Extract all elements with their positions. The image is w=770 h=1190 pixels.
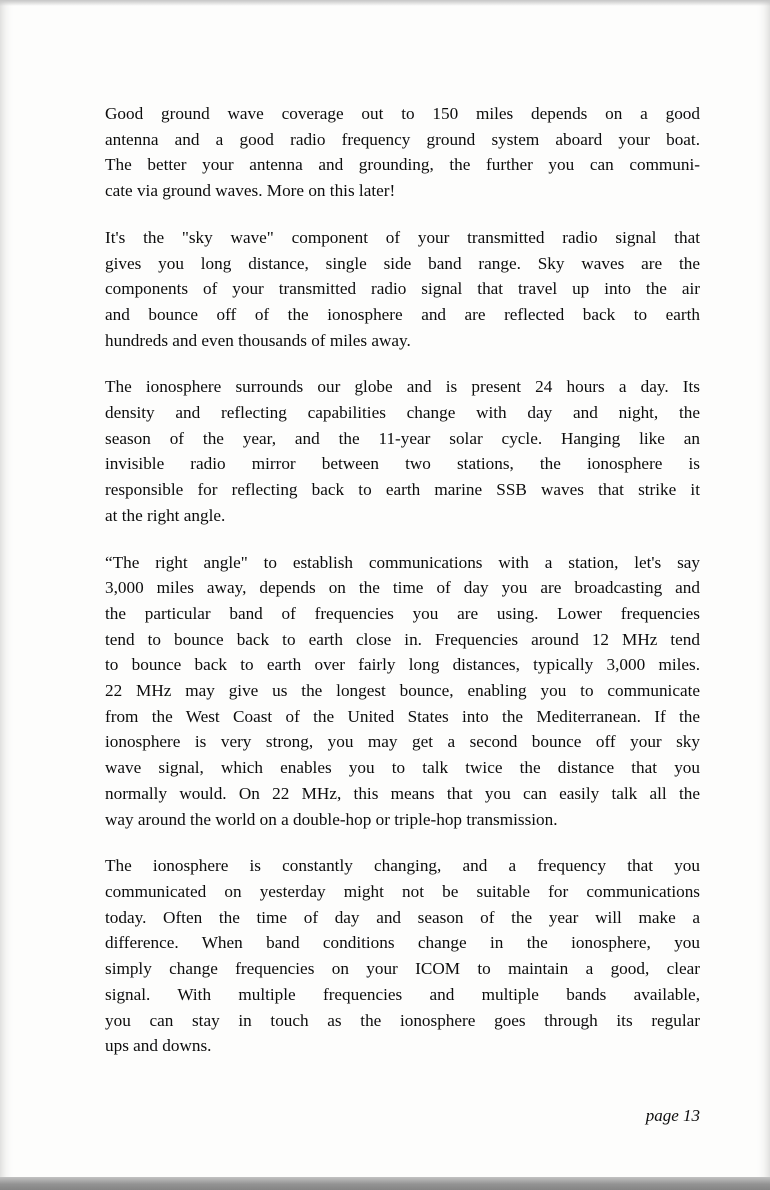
text-line: 22 MHz may give us the longest bounce, enabling you to communicate (105, 681, 700, 701)
text-line: season of the year, and the 11-year solar cycle. Hanging like an (105, 428, 700, 448)
text-line: cate via ground waves. More on this later! (105, 181, 396, 201)
text-line: responsible for reflecting back to earth marine SSB waves that strike it (105, 480, 700, 500)
text-line: The ionosphere is constantly changing, and a frequency that you (105, 856, 700, 876)
text-line: wave signal, which enables you to talk twice the distance that you (105, 758, 700, 778)
text-line: hundreds and even thousands of miles away. (105, 330, 411, 350)
text-line: normally would. On 22 MHz, this means that you can easily talk all the (105, 783, 700, 803)
text-line: components of your transmitted radio signal that travel up into the air (105, 279, 700, 299)
paragraph-2 (105, 225, 700, 354)
paragraph-4 (105, 550, 700, 833)
paragraph-5 (105, 853, 700, 1059)
text-line: antenna and a good radio frequency ground system aboard your boat. (105, 129, 700, 149)
paragraph-1 (105, 101, 700, 204)
text-line: density and reflecting capabilities change with day and night, the (105, 403, 700, 423)
text-line: and bounce off of the ionosphere and are reflected back to earth (105, 304, 700, 324)
text-line: tend to bounce back to earth close in. Frequencies around 12 MHz tend (105, 629, 700, 649)
text-line: invisible radio mirror between two stations, the ionosphere is (105, 454, 700, 474)
text-line: at the right angle. (105, 505, 226, 525)
text-line: way around the world on a double-hop or triple-hop transmission. (105, 809, 558, 829)
page-number: page 13 (645, 1106, 700, 1125)
text-line: The better your antenna and grounding, the further you can communi- (105, 155, 700, 175)
text-line: communicated on yesterday might not be suitable for communications (105, 881, 700, 901)
text-line: to bounce back to earth over fairly long distances, typically 3,000 miles. (105, 655, 700, 675)
text-line: signal. With multiple frequencies and multiple bands available, (105, 984, 700, 1004)
text-line: The ionosphere surrounds our globe and is present 24 hours a day. Its (105, 377, 700, 397)
text-line: ionosphere is very strong, you may get a second bounce off your sky (105, 732, 700, 752)
text-line: gives you long distance, single side band range. Sky waves are the (105, 253, 700, 273)
text-line: simply change frequencies on your ICOM to maintain a good, clear (105, 959, 700, 979)
text-line: “The right angle" to establish communications with a station, let's say (105, 552, 700, 572)
text-line: today. Often the time of day and season of the year will make a (105, 907, 700, 927)
text-line: It's the "sky wave" component of your transmitted radio signal that (105, 227, 700, 247)
text-line: 3,000 miles away, depends on the time of day you are broadcasting and (105, 578, 700, 598)
text-line: the particular band of frequencies you are using. Lower frequencies (105, 603, 700, 623)
text-line: ups and downs. (105, 1036, 212, 1056)
text-line: difference. When band conditions change in the ionosphere, you (105, 933, 700, 953)
paragraph-3 (105, 374, 700, 528)
document-body (105, 101, 700, 1080)
text-line: from the West Coast of the United States into the Mediterranean. If the (105, 706, 700, 726)
scan-edge-bottom (0, 1177, 770, 1190)
text-line: Good ground wave coverage out to 150 miles depends on a good (105, 104, 700, 123)
scan-edge-top (0, 0, 770, 6)
text-line: you can stay in touch as the ionosphere goes through its regular (105, 1010, 700, 1030)
